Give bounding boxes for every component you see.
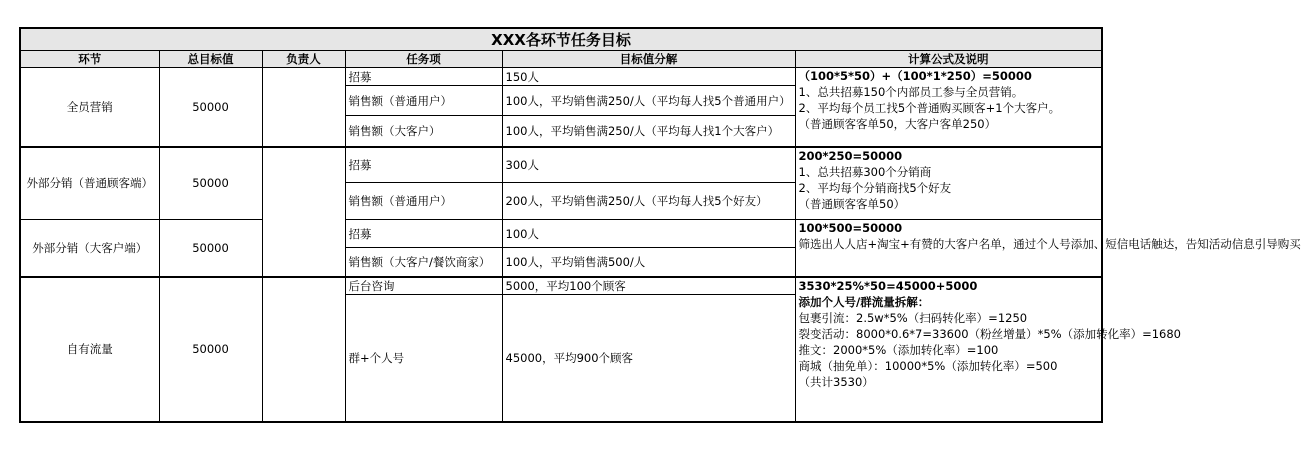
owner-cell	[262, 68, 345, 147]
section-cell: 自有流量	[20, 277, 159, 423]
total-cell: 50000	[159, 147, 262, 220]
formula-text: 100*500=50000	[798, 221, 903, 235]
note-line: 2、平均每个员工找5个普通购买顾客+1个大客户。	[798, 101, 1061, 115]
task-item-cell: 销售额（普通用户）	[345, 183, 502, 220]
note-line: 1、总共招募300个分销商	[798, 164, 932, 179]
breakdown-cell: 100人	[502, 220, 795, 248]
breakdown-cell: 200人，平均销售满250/人（平均每人找5个好友）	[502, 183, 795, 220]
section-cell: 全员营销	[20, 68, 159, 147]
task-item-cell: 招募	[345, 220, 502, 248]
task-item-cell: 后台咨询	[345, 277, 502, 295]
note-line: 商城（抽免单）：10000*5%（添加转化率）=500	[798, 358, 1058, 373]
task-target-table	[19, 27, 1301, 423]
header-formula: 计算公式及说明	[795, 51, 1102, 68]
table-row	[20, 220, 1102, 248]
breakdown-cell: 100人，平均销售满250/人（平均每人找5个普通用户）	[502, 86, 795, 116]
owner-cell	[262, 147, 345, 277]
header-row	[20, 51, 1102, 68]
breakdown-cell: 300人	[502, 147, 795, 183]
header-breakdown: 目标值分解	[502, 51, 795, 68]
section-cell: 外部分销（大客户端）	[20, 220, 159, 277]
section-cell: 外部分销（普通顾客端）	[20, 147, 159, 220]
formula-text: 200*250=50000	[798, 148, 903, 163]
breakdown-cell: 100人，平均销售满250/人（平均每人找1个大客户）	[502, 116, 795, 147]
task-target-sheet	[19, 27, 1301, 423]
note-line: 2、平均每个分销商找5个好友	[798, 180, 952, 195]
task-item-cell: 招募	[345, 68, 502, 86]
header-total-target: 总目标值	[159, 51, 262, 68]
note-line: （共计3530）	[798, 374, 874, 389]
breakdown-cell: 45000，平均900个顾客	[502, 294, 795, 422]
formula-subtitle: 添加个人号/群流量拆解：	[798, 294, 930, 309]
task-item-cell: 群+个人号	[345, 294, 502, 422]
formula-cell	[795, 277, 1181, 423]
breakdown-cell: 5000，平均100个顾客	[502, 277, 795, 295]
note-line: 包裹引流：2.5w*5%（扫码转化率）=1250	[798, 310, 1028, 325]
note-line: 筛选出人人店+淘宝+有赞的大客户名单，通过个人号添加、短信电话触达，告知活动信息引导购买	[798, 237, 1301, 251]
breakdown-cell: 150人	[502, 68, 795, 86]
note-line: （普通顾客客单50）	[798, 196, 906, 211]
note-line: 推文：2000*5%（添加转化率）=100	[798, 342, 999, 357]
formula-cell	[795, 147, 1102, 220]
header-section: 环节	[20, 51, 159, 68]
header-owner: 负责人	[262, 51, 345, 68]
table-row	[20, 147, 1102, 183]
total-cell: 50000	[159, 277, 262, 423]
formula-text: 3530*25%*50=45000+5000	[798, 278, 978, 293]
total-cell: 50000	[159, 220, 262, 277]
table-row	[20, 277, 1102, 295]
header-task: 任务项	[345, 51, 502, 68]
table-row	[20, 68, 1102, 86]
note-line: （普通顾客客单50，大客户客单250）	[798, 117, 997, 131]
note-line: 裂变活动：8000*0.6*7=33600（粉丝增量）*5%（添加转化率）=1680	[798, 326, 1181, 341]
sheet-title: XXX各环节任务目标	[20, 28, 1102, 51]
task-item-cell: 销售额（大客户/餐饮商家）	[345, 248, 502, 277]
task-item-cell: 销售额（大客户）	[345, 116, 502, 147]
formula-text: （100*5*50）+（100*1*250）=50000	[798, 69, 1032, 83]
task-item-cell: 销售额（普通用户）	[345, 86, 502, 116]
breakdown-cell: 100人，平均销售满500/人	[502, 248, 795, 277]
total-cell: 50000	[159, 68, 262, 147]
task-item-cell: 招募	[345, 147, 502, 183]
formula-cell	[795, 220, 1301, 277]
owner-cell	[262, 277, 345, 423]
note-line: 1、总共招募150个内部员工参与全员营销。	[798, 85, 1024, 99]
formula-cell	[795, 68, 1102, 147]
